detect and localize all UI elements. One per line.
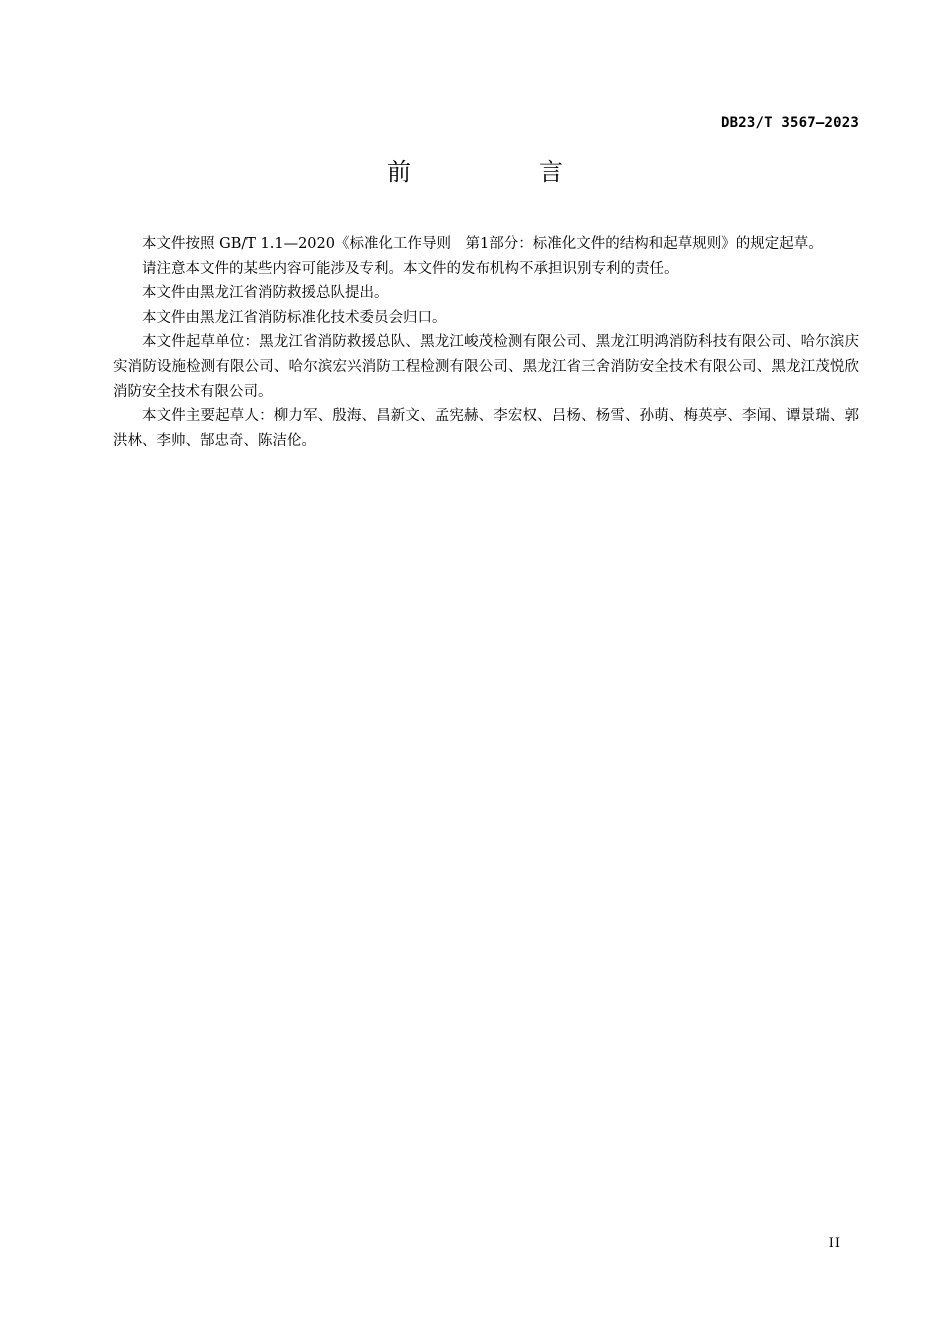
document-code: DB23/T 3567—2023 <box>720 115 859 131</box>
paragraph-patent-notice: 请注意本文件的某些内容可能涉及专利。本文件的发布机构不承担识别专利的责任。 <box>142 260 679 277</box>
paragraph-centralized-unit: 本文件由黑龙江省消防标准化技术委员会归口。 <box>142 309 447 326</box>
paragraph-proposer: 本文件由黑龙江省消防救援总队提出。 <box>142 285 389 302</box>
paragraph-drafting-rules: 本文件按照 GB/T 1.1—2020《标准化工作导则 第1部分：标准化文件的结构和起草规则》的规定起草。 <box>142 236 823 252</box>
page-number: II <box>828 1236 841 1251</box>
paragraph-drafters: 本文件主要起草人：柳力军、殷海、昌新文、孟宪赫、李宏权、吕杨、杨雪、孙萌、梅英亭、李闻、谭景瑞、郭洪林、李帅、郜忠奇、陈洁伦。 <box>113 408 859 449</box>
page-title: 前 言 <box>387 158 615 186</box>
foreword-body <box>113 232 859 453</box>
paragraph-drafting-units: 本文件起草单位：黑龙江省消防救援总队、黑龙江峻茂检测有限公司、黑龙江明鸿消防科技有限公司、哈尔滨庆实消防设施检测有限公司、哈尔滨宏兴消防工程检测有限公司、黑龙江省三舍消防安全技术有限公司、黑龙江茂悦欣消防安全技术有限公司。 <box>113 334 859 400</box>
